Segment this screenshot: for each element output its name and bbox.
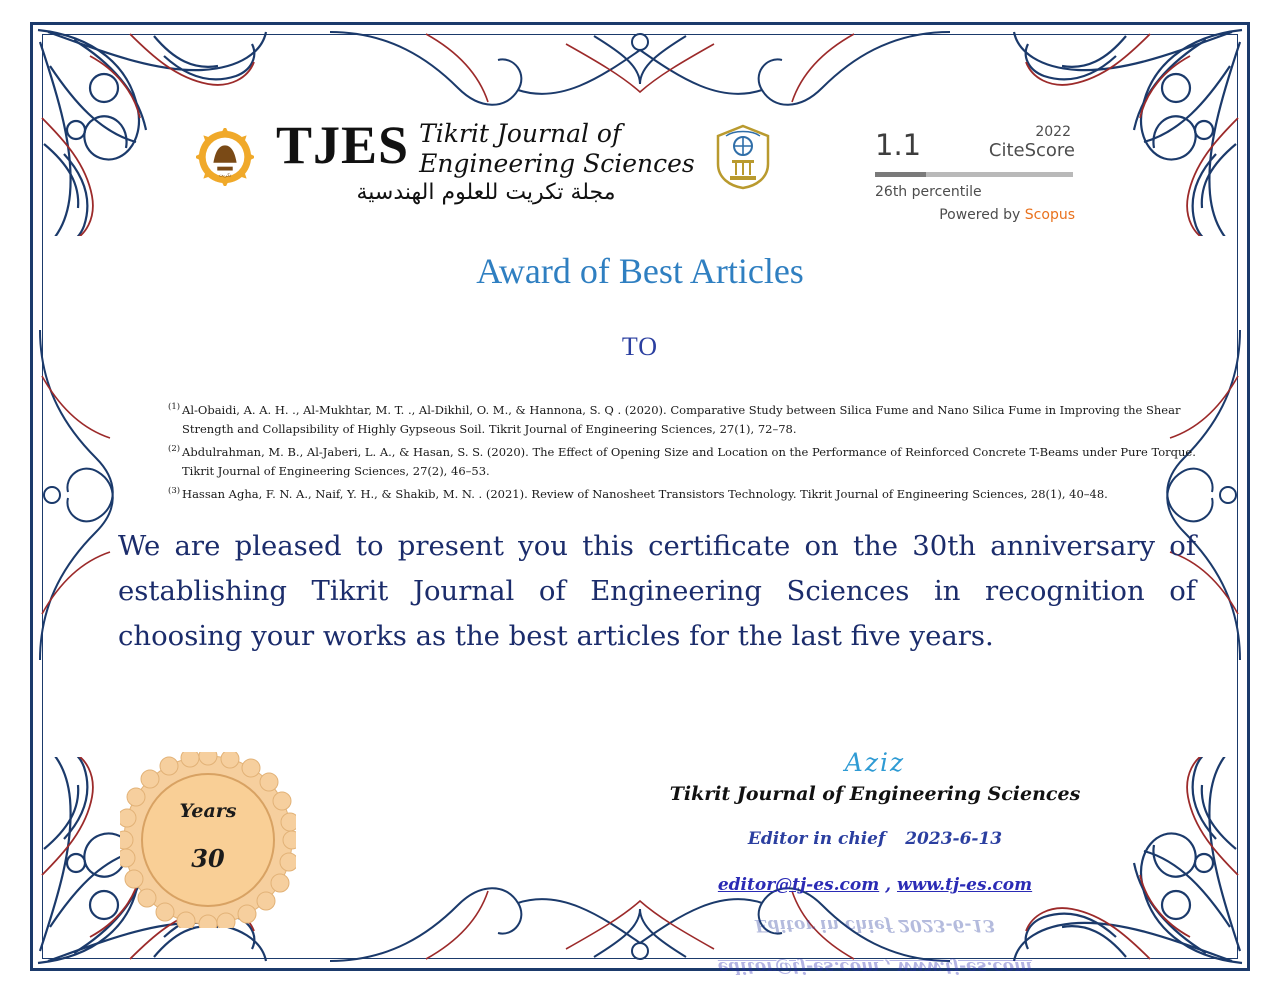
page-title: Award of Best Articles xyxy=(476,251,804,291)
signature-role-row xyxy=(640,829,1110,849)
reflection-contact-line: editor@tj-es.com , www.tj-es.com xyxy=(717,957,1033,977)
journal-name-line2: Engineering Sciences xyxy=(419,149,695,178)
citescore-year: 2022 xyxy=(1035,124,1071,140)
journal-acronym: TJES xyxy=(276,115,410,175)
reference-list xyxy=(166,398,1198,504)
signature-journal: Tikrit Journal of Engineering Sciences xyxy=(669,783,1081,805)
list-item xyxy=(166,440,1198,481)
reference-marker: (3) xyxy=(168,485,181,496)
recipient-label: TO xyxy=(621,332,659,361)
signature-role: Editor in chief xyxy=(747,829,886,849)
reference-text: Hassan Agha, F. N. A., Naif, Y. H., & Shakib, M. N. . (2021). Review of Nanosheet Transistors Technology. Tikrit Journal of Engineering Sciences, 28(1), 40–48. xyxy=(182,486,1108,501)
seal-rosette-icon xyxy=(120,752,296,928)
citescore-percentile-text: 26th percentile xyxy=(875,184,982,200)
signature-contact-row xyxy=(640,875,1110,895)
contact-separator: , xyxy=(885,875,892,895)
seal-number: 30 xyxy=(191,844,225,873)
reference-text: Al-Obaidi, A. A. H. ., Al-Mukhtar, M. T. ., Al-Dikhil, O. M., & Hannona, S. Q . (2020). Comparative Study between Silica Fume and Nano Silica Fume in Improving the Shear Strength and Collapsibility of Highly Gypseous Soil. Tikrit Journal of Engineering Sciences, 27(1), 72–78. xyxy=(182,402,1181,436)
citescore-widget xyxy=(875,124,1075,223)
signature-block xyxy=(640,748,1110,895)
tjes-gear-logo-icon xyxy=(196,128,254,186)
journal-website-link[interactable]: www.tj-es.com xyxy=(896,875,1033,895)
powered-by-prefix: Powered by xyxy=(939,207,1021,223)
reference-text: Abdulrahman, M. B., Al-Jaberi, L. A., & Hasan, S. S. (2020). The Effect of Opening Size and Location on the Performance of Reinforced Concrete T-Beams under Pure Torque. Tikrit Journal of Engineering Sciences, 27(2), 46–53. xyxy=(182,444,1196,478)
journal-masthead xyxy=(276,115,696,205)
signature-date: 2023-6-13 xyxy=(905,829,1003,849)
editor-email-link[interactable]: editor@tj-es.com xyxy=(717,875,880,895)
signature-reflection xyxy=(640,915,1110,977)
journal-name-line1: Tikrit Journal of xyxy=(419,119,622,148)
signature-name: Aziz xyxy=(844,748,906,777)
reference-marker: (1) xyxy=(168,402,181,412)
journal-name-arabic: مجلة تكريت للعلوم الهندسية xyxy=(356,180,616,205)
list-item xyxy=(166,398,1198,439)
svg-text:تكريت: تكريت xyxy=(218,173,232,179)
reference-marker: (2) xyxy=(168,443,181,454)
scopus-brand: Scopus xyxy=(1024,207,1075,223)
citescore-value: 1.1 xyxy=(875,128,922,162)
list-item xyxy=(166,482,1198,504)
certificate-body-text: We are pleased to present you this certificate on the 30th anniversary of establishing Tikrit Journal of Engineering Sciences in recognition of choosing your works as the best articles for the last five years. xyxy=(118,530,1196,652)
tikrit-university-logo-icon xyxy=(712,124,774,190)
reflection-role-line: Editor in chief 2023-6-13 xyxy=(754,915,996,935)
seal-label: Years xyxy=(179,800,237,822)
certificate-header xyxy=(0,110,1280,230)
citescore-percentile-bar xyxy=(875,172,1073,177)
citescore-powered-by xyxy=(875,207,1075,223)
citescore-label: CiteScore xyxy=(988,140,1075,161)
anniversary-seal xyxy=(120,752,296,928)
